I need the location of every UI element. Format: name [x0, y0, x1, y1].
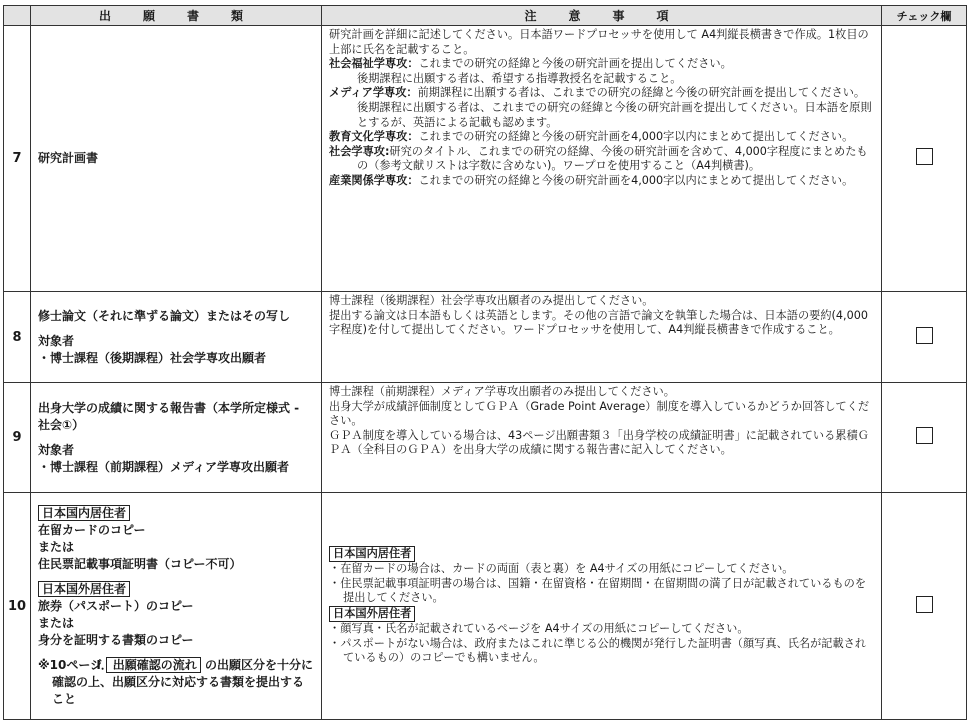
- target-label: 対象者: [38, 442, 75, 457]
- overseas-resident-label: 日本国外居住者: [38, 581, 130, 597]
- document-name: [31, 493, 322, 720]
- note-text: 提出する論文は日本語もしくは英語とします。その他の言語で論文を執筆した場合は、日本語の要約(4,000字程度)を付して提出してください。ワードプロセッサを使用して、A4判縦長横書きで作成すること。: [329, 308, 868, 337]
- table-row-8: [4, 292, 967, 383]
- domestic-doc-2: 住民票記載事項証明書（コピー不可）: [38, 556, 242, 571]
- row-number: 8: [4, 292, 31, 383]
- notes-cell: [322, 493, 882, 720]
- table-row-10: [4, 493, 967, 720]
- note-text: ・住民票記載事項証明書の場合は、国籍・在留資格・在留期間・在留期間の満了日が記載されているものを提出してください。: [329, 576, 867, 605]
- note-text: 出身大学が成績評価制度としてＧＰＡ（Grade Point Average）制度を導入しているかどうか回答してください。: [329, 399, 870, 428]
- check-cell: [882, 493, 967, 720]
- or-text: または: [38, 539, 75, 554]
- checkbox-10[interactable]: [916, 596, 933, 613]
- checkbox-7[interactable]: [916, 148, 933, 165]
- note-text: 前期課程に出願する者は、これまでの研究の経緯と今後の研究計画を提出してください。: [417, 86, 866, 100]
- header-number: [4, 6, 31, 26]
- note-heading: メディア学専攻：: [329, 86, 418, 100]
- checkbox-9[interactable]: [916, 427, 933, 444]
- overseas-doc-2: 身分を証明する書類のコピー: [38, 632, 194, 647]
- reference-section-box: Ⅰ．出願確認の流れ: [106, 657, 200, 673]
- document-name: [31, 292, 322, 383]
- header-check: チェック欄: [882, 6, 967, 26]
- check-cell: [882, 26, 967, 292]
- note-text: ・パスポートがない場合は、政府またはこれに準じる公的機関が発行した証明書（顔写真、氏名が記載されているもの）のコピーでも構いません。: [329, 636, 867, 665]
- document-requirements-table: [3, 5, 967, 720]
- note-text: ＧＰＡ制度を導入している場合は、43ページ出願書類３「出身学校の成績証明書」に記載されている累積ＧＰＡ（全科目のＧＰＡ）を出身大学の成績に関する報告書に記入してください。: [329, 428, 869, 457]
- header-documents: 出 願 書 類: [31, 6, 322, 26]
- reference-note: [38, 657, 315, 708]
- note-text: 博士課程（後期課程）社会学専攻出願者のみ提出してください。: [329, 294, 654, 307]
- note-item: [329, 57, 875, 72]
- target-text: ・博士課程（前期課程）メディア学専攻出願者: [38, 459, 290, 474]
- row-number: 10: [4, 493, 31, 720]
- note-text: ・在留カードの場合は、カードの両面（表と裏）を A4サイズの用紙にコピーしてください。: [329, 562, 794, 576]
- domestic-resident-label: 日本国内居住者: [329, 546, 415, 562]
- note-item: [329, 86, 875, 101]
- note-text: 研究計画を詳細に記述してください。日本語ワードプロセッサを使用して A4判縦長横書きで作成。1枚目の上部に氏名を記載すること。: [329, 28, 869, 56]
- domestic-resident-label: 日本国内居住者: [38, 505, 130, 521]
- note-text: 博士課程（前期課程）メディア学専攻出願者のみ提出してください。: [329, 385, 675, 398]
- reference-prefix: ※10ページ: [38, 657, 103, 672]
- note-item: [329, 174, 875, 189]
- document-title: 修士論文（それに準ずる論文）またはその写し: [38, 308, 291, 323]
- check-cell: [882, 383, 967, 493]
- check-cell: [882, 292, 967, 383]
- notes-cell: [322, 26, 882, 292]
- note-heading: 社会学専攻:: [329, 144, 390, 158]
- document-name: [31, 383, 322, 493]
- domestic-doc-1: 在留カードのコピー: [38, 522, 146, 537]
- row-number: 7: [4, 26, 31, 292]
- header-notes: 注 意 事 項: [322, 6, 882, 26]
- document-title: 出身大学の成績に関する報告書（本学所定様式 - 社会①）: [38, 400, 300, 432]
- checkbox-8[interactable]: [916, 327, 933, 344]
- note-item: [329, 130, 875, 145]
- note-text: これまでの研究の経緯と今後の研究計画を4,000字以内にまとめて提出してください。: [418, 173, 854, 187]
- table-header-row: [4, 6, 967, 26]
- target-label: 対象者: [38, 333, 75, 348]
- note-text: 研究のタイトル、これまでの研究の経緯、今後の研究計画を含めて、4,000字程度にまとめたもの（参考文献リストは字数に含めない)。ワープロを使用すること（A4判横書)。: [357, 144, 868, 173]
- note-item: [329, 145, 875, 174]
- notes-cell: [322, 383, 882, 493]
- note-heading: 教育文化学専攻：: [329, 130, 419, 144]
- table-row-9: [4, 383, 967, 493]
- overseas-resident-label: 日本国外居住者: [329, 606, 415, 622]
- note-text: 後期課程に出願する者は、希望する指導教授名を記載すること。: [357, 71, 682, 85]
- table-row-7: [4, 26, 967, 292]
- overseas-doc-1: 旅券（パスポート）のコピー: [38, 598, 194, 613]
- target-text: ・博士課程（後期課程）社会学専攻出願者: [38, 350, 267, 365]
- reference-suffix: の出願区分を十分に確認の上、出願区分に対応する書類を提出すること: [52, 657, 313, 706]
- note-text: これまでの研究の経緯と今後の研究計画を提出してください。: [418, 57, 732, 71]
- note-text: 後期課程に出願する者は、これまでの研究の経緯と今後の研究計画を提出してください。日本語を原則とするが、英語による記載も認めます。: [357, 100, 872, 129]
- note-heading: 産業関係学専攻：: [329, 173, 419, 187]
- note-text: ・顔写真・氏名が記載されているページを A4サイズの用紙にコピーしてください。: [329, 622, 749, 635]
- or-text: または: [38, 615, 75, 630]
- notes-cell: [322, 292, 882, 383]
- note-heading: 社会福祉学専攻：: [329, 57, 419, 71]
- row-number: 9: [4, 383, 31, 493]
- note-text: これまでの研究の経緯と今後の研究計画を4,000字以内にまとめて提出してください。: [418, 130, 854, 144]
- document-name: 研究計画書: [31, 26, 322, 292]
